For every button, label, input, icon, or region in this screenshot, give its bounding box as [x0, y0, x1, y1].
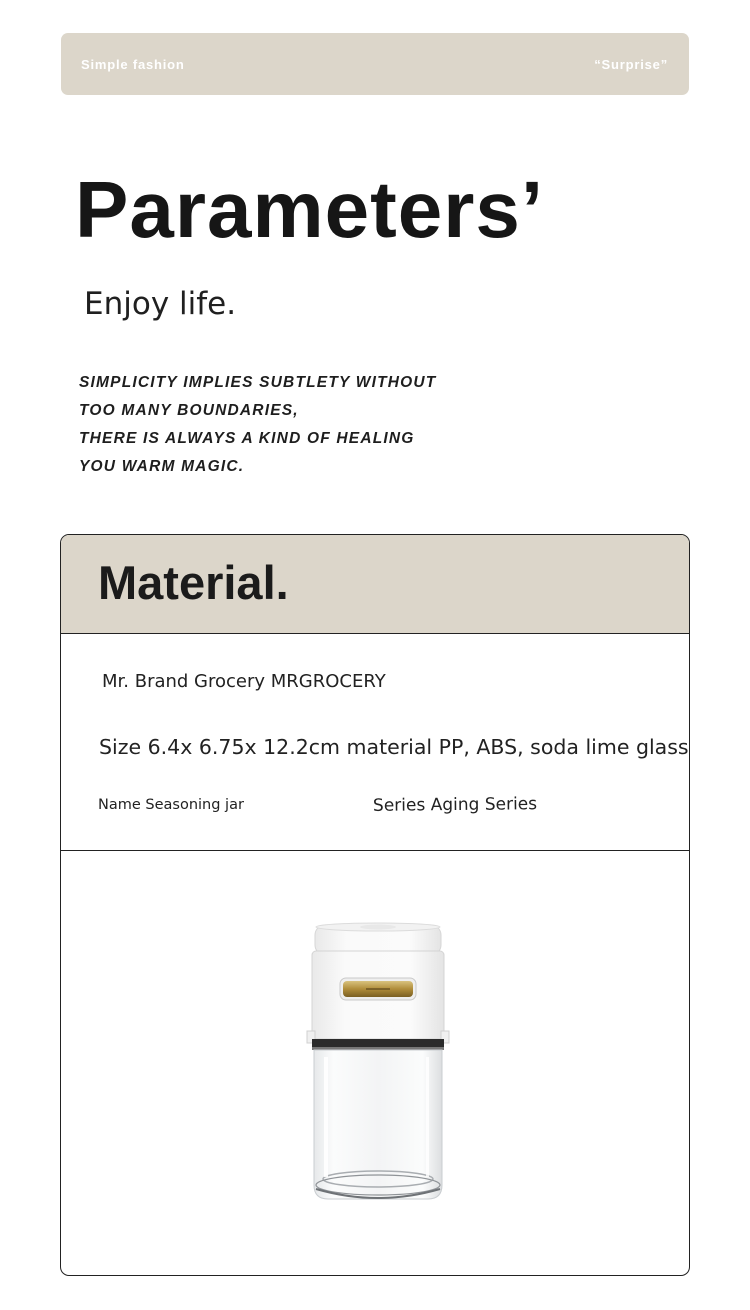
material-heading: Material. — [98, 556, 289, 609]
name-text: Name Seasoning jar — [98, 797, 244, 813]
quote-block — [79, 369, 436, 481]
product-image-area — [61, 851, 689, 1275]
banner-right-text: “Surprise” — [594, 57, 668, 72]
quote-line: THERE IS ALWAYS A KIND OF HEALING — [79, 430, 415, 447]
brand-text: Mr. Brand Grocery MRGROCERY — [102, 671, 386, 692]
material-card — [60, 534, 690, 1276]
series-text: Series Aging Series — [372, 794, 538, 816]
quote-line: TOO MANY BOUNDARIES, — [79, 402, 299, 419]
quote-line: SIMPLICITY IMPLIES SUBTLETY WITHOUT — [79, 374, 437, 391]
seasoning-jar-image — [298, 915, 458, 1205]
page-title: Parameters’ — [75, 165, 545, 254]
material-header — [61, 535, 689, 634]
spec-section — [61, 634, 689, 851]
subtitle: Enjoy life. — [84, 286, 237, 322]
quote-line: YOU WARM MAGIC. — [79, 458, 245, 475]
size-text: Size 6.4x 6.75x 12.2cm material PP, ABS, soda lime glass — [99, 735, 689, 759]
top-banner — [61, 33, 689, 95]
banner-left-text: Simple fashion — [81, 57, 185, 72]
